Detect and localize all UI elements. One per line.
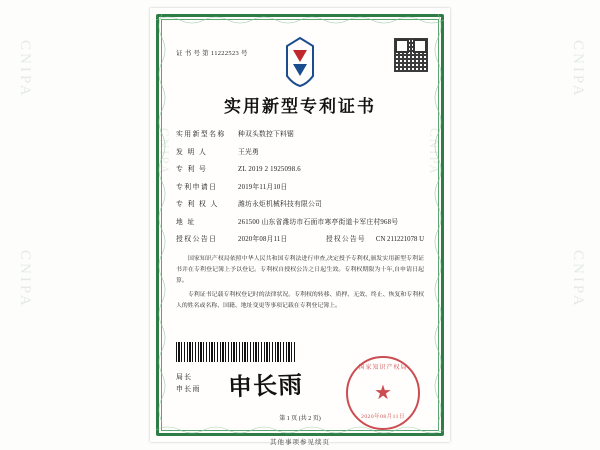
grant-number-label: 授权公告号 xyxy=(325,236,366,243)
seal-text: 国家知识产权局 xyxy=(358,365,408,371)
handwritten-signature: 申长雨 xyxy=(227,372,304,402)
body-text xyxy=(176,254,424,315)
grant-date-label: 授权公告日 xyxy=(176,236,218,243)
footer-note: 其他事项参见续页 xyxy=(270,439,330,446)
star-icon: ★ xyxy=(374,380,392,404)
field-label: 实用新型名称 xyxy=(176,131,226,138)
cnipa-emblem-icon xyxy=(263,36,337,88)
page-watermark: CNIPA xyxy=(570,40,586,99)
field-value: 王光勇 xyxy=(238,148,259,156)
paragraph: 国家知识产权局依照中华人民共和国专利法进行审查,决定授予专利权,颁发实用新型专利证书并在专利登记簿上予以登记。专利权自授权公告之日起生效。专利权期限为十年,自申请日起算。 xyxy=(176,256,424,284)
field-row xyxy=(176,146,424,156)
field-value: ZL 2019 2 1925098.6 xyxy=(238,166,301,173)
field-label: 专利申请日 xyxy=(176,183,218,191)
field-row xyxy=(176,216,424,226)
field-row xyxy=(176,198,424,208)
field-value: 种双头数控下料锯 xyxy=(238,131,294,138)
field-label: 发 明 人 xyxy=(176,148,208,156)
fields-list xyxy=(176,128,424,251)
certificate-number: 证 书 号 第 11222523 号 xyxy=(176,50,248,57)
field-value: 2019年11月10日 xyxy=(238,183,288,191)
sheet-watermark-right: CNIPA xyxy=(427,128,442,176)
signature-title: 局长 xyxy=(176,374,193,381)
page-title: 实用新型专利证书 xyxy=(224,97,376,116)
grant-date-value: 2020年08月11日 xyxy=(238,236,288,243)
page-number: 第 1 页 (共 2 页) xyxy=(279,416,321,422)
paragraph: 专利证书记载专利权登记时的法律状况。专利权的转移、质押、无效、终止、恢复和专利权人的姓名或名称、国籍、地址变更等事项记载在专利登记簿上。 xyxy=(176,291,424,309)
grant-row xyxy=(176,233,424,243)
page-watermark: CNIPA xyxy=(17,40,33,99)
field-value: 潍坊永炬机械科技有限公司 xyxy=(238,201,322,208)
page-watermark: CNIPA xyxy=(570,250,586,309)
field-value: 261500 山东省潍坊市石面市寒亭街道卡军庄村968号 xyxy=(238,218,399,226)
qr-code-icon xyxy=(394,38,428,72)
field-label: 地 址 xyxy=(176,218,196,226)
page-watermark: CNIPA xyxy=(17,250,33,309)
field-row xyxy=(176,128,424,138)
grant-number-value: CN 211221078 U xyxy=(375,236,424,243)
field-label: 专 利 权 人 xyxy=(176,201,219,208)
field-label: 专 利 号 xyxy=(176,166,208,173)
signature-name: 申长雨 xyxy=(176,385,201,393)
seal-date: 2020年08月11日 xyxy=(361,414,405,420)
signature-block xyxy=(176,372,201,395)
field-row xyxy=(176,163,424,173)
barcode-icon xyxy=(176,342,296,362)
certificate-sheet xyxy=(150,8,450,442)
sheet-watermark-left: CNIPA xyxy=(157,128,172,176)
field-row xyxy=(176,181,424,191)
